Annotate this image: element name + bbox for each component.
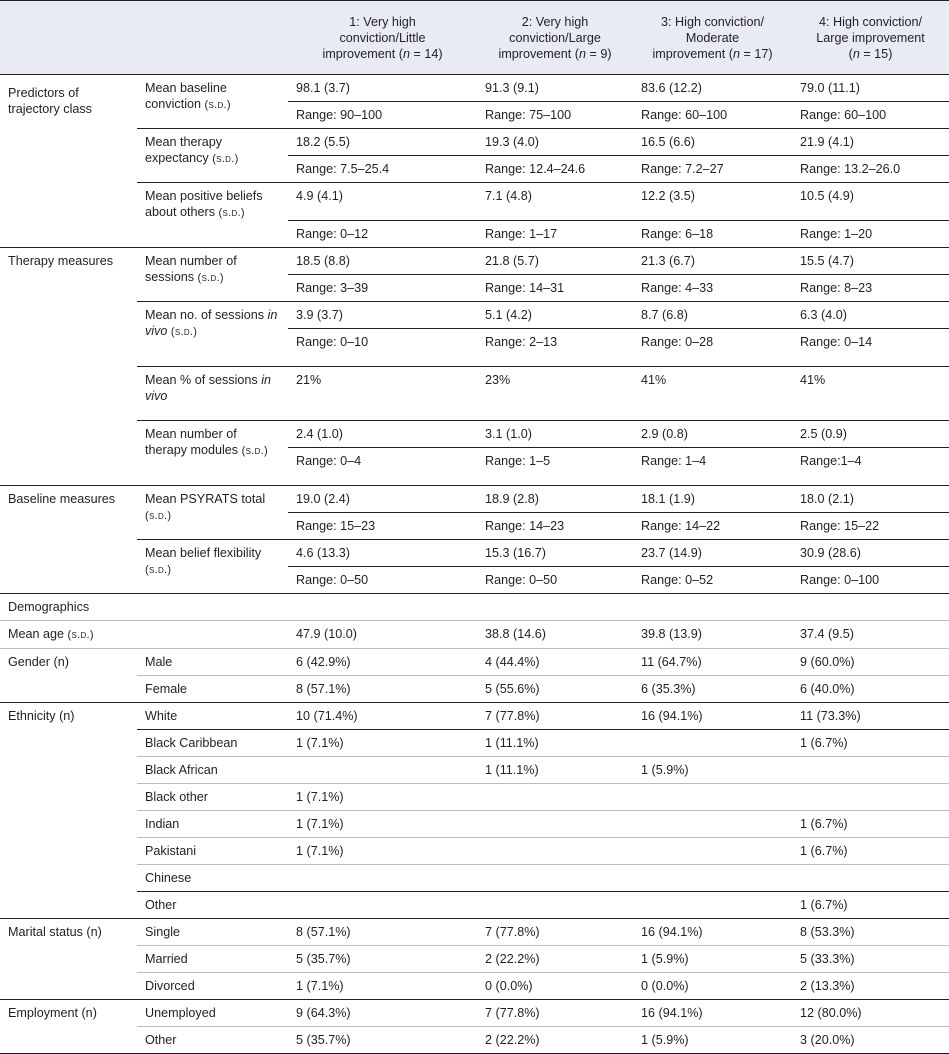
section-gender: Gender (n): [0, 649, 137, 703]
header-class-3: 3: High conviction/ Moderate improvement (n = 17): [633, 1, 792, 75]
table-cell: Range: 0–4: [288, 448, 477, 486]
table-cell: [477, 811, 633, 838]
table-cell: 39.8 (13.9): [633, 621, 792, 649]
table-cell: [633, 865, 792, 892]
table-cell: 38.8 (14.6): [477, 621, 633, 649]
header-class-2: 2: Very high conviction/Large improvement (n = 9): [477, 1, 633, 75]
table-cell: 30.9 (28.6): [792, 540, 949, 567]
table-cell: Range: 0–52: [633, 567, 792, 594]
row-label: Mean positive beliefs about others (s.d.): [137, 183, 288, 248]
row-label: Married: [137, 946, 288, 973]
table-cell: [633, 730, 792, 757]
table-cell: 0 (0.0%): [477, 973, 633, 1000]
table-cell: 4.6 (13.3): [288, 540, 477, 567]
table-cell: 98.1 (3.7): [288, 75, 477, 102]
section-baseline: Baseline measures: [0, 486, 137, 594]
table-row: [0, 757, 949, 784]
table-cell: 6.3 (4.0): [792, 302, 949, 329]
table-cell: Range: 7.2–27: [633, 156, 792, 183]
table-cell: 16.5 (6.6): [633, 129, 792, 156]
table-cell: 11 (64.7%): [633, 649, 792, 676]
table-cell: Range: 90–100: [288, 102, 477, 129]
table-cell: 0 (0.0%): [633, 973, 792, 1000]
table-cell: 8 (57.1%): [288, 676, 477, 703]
row-label: Mean age (s.d.): [0, 621, 288, 649]
row-label: White: [137, 703, 288, 730]
table-cell: Range: 7.5–25.4: [288, 156, 477, 183]
table-cell: 1 (7.1%): [288, 973, 477, 1000]
row-label: Black African: [137, 757, 288, 784]
table-row: [0, 919, 949, 946]
table-row: [0, 367, 949, 421]
table-cell: [633, 838, 792, 865]
table-row: [0, 540, 949, 567]
table-cell: 1 (11.1%): [477, 757, 633, 784]
table-cell: 16 (94.1%): [633, 703, 792, 730]
table-cell: 19.3 (4.0): [477, 129, 633, 156]
row-label: Other: [137, 892, 288, 919]
table-row: [0, 784, 949, 811]
table-cell: 18.5 (8.8): [288, 248, 477, 275]
header-empty-2: [137, 1, 288, 75]
row-label: Black Caribbean: [137, 730, 288, 757]
table-row: [0, 892, 949, 919]
table-cell: 7 (77.8%): [477, 919, 633, 946]
table-cell: Range: 0–50: [288, 567, 477, 594]
table-cell: Range: 0–10: [288, 329, 477, 367]
table-cell: 6 (42.9%): [288, 649, 477, 676]
header-class-1: 1: Very high conviction/Little improvement (n = 14): [288, 1, 477, 75]
table-cell: [288, 892, 477, 919]
table-cell: 12 (80.0%): [792, 1000, 949, 1027]
table-cell: Range: 75–100: [477, 102, 633, 129]
row-label: Single: [137, 919, 288, 946]
table-cell: 18.0 (2.1): [792, 486, 949, 513]
header-class-4: 4: High conviction/ Large improvement (n = 15): [792, 1, 949, 75]
table-row: [0, 183, 949, 221]
table-cell: 16 (94.1%): [633, 919, 792, 946]
table-cell: Range: 0–12: [288, 221, 477, 248]
table-cell: [792, 757, 949, 784]
table-cell: 2.4 (1.0): [288, 421, 477, 448]
table-cell: 7.1 (4.8): [477, 183, 633, 221]
table-cell: 18.2 (5.5): [288, 129, 477, 156]
table-cell: 1 (7.1%): [288, 730, 477, 757]
section-employment: Employment (n): [0, 1000, 137, 1054]
table-row: [0, 1027, 949, 1054]
table-cell: 6 (40.0%): [792, 676, 949, 703]
table-cell: 79.0 (11.1): [792, 75, 949, 102]
table-cell: 1 (7.1%): [288, 838, 477, 865]
table-cell: 1 (5.9%): [633, 757, 792, 784]
row-label: Mean number of sessions (s.d.): [137, 248, 288, 302]
table-cell: 1 (6.7%): [792, 838, 949, 865]
table-cell: Range:1–4: [792, 448, 949, 486]
table-cell: 8 (53.3%): [792, 919, 949, 946]
table-cell: 18.9 (2.8): [477, 486, 633, 513]
table-cell: 2 (13.3%): [792, 973, 949, 1000]
table-cell: 1 (11.1%): [477, 730, 633, 757]
table-cell: Range: 14–22: [633, 513, 792, 540]
table-cell: 12.2 (3.5): [633, 183, 792, 221]
row-label: Mean therapy expectancy (s.d.): [137, 129, 288, 183]
table-cell: [477, 838, 633, 865]
table-cell: [288, 865, 477, 892]
table-row: [0, 594, 949, 621]
table-cell: 3.1 (1.0): [477, 421, 633, 448]
table-cell: [477, 865, 633, 892]
table-cell: 5 (35.7%): [288, 1027, 477, 1054]
table-cell: 1 (6.7%): [792, 811, 949, 838]
row-label: Indian: [137, 811, 288, 838]
table-cell: 8.7 (6.8): [633, 302, 792, 329]
row-label: Other: [137, 1027, 288, 1054]
table-cell: Range: 15–23: [288, 513, 477, 540]
table-cell: 16 (94.1%): [633, 1000, 792, 1027]
table-cell: 2 (22.2%): [477, 946, 633, 973]
table-cell: 18.1 (1.9): [633, 486, 792, 513]
table-row: [0, 973, 949, 1000]
table-row: [0, 75, 949, 102]
table-row: [0, 865, 949, 892]
table-cell: 37.4 (9.5): [792, 621, 949, 649]
table-cell: 41%: [792, 367, 949, 421]
row-label: Male: [137, 649, 288, 676]
table-cell: 3 (20.0%): [792, 1027, 949, 1054]
table-cell: 5.1 (4.2): [477, 302, 633, 329]
table-cell: 4 (44.4%): [477, 649, 633, 676]
table-row: [0, 302, 949, 329]
table-cell: 5 (35.7%): [288, 946, 477, 973]
table-cell: 47.9 (10.0): [288, 621, 477, 649]
table-cell: Range: 1–17: [477, 221, 633, 248]
table-cell: 2.9 (0.8): [633, 421, 792, 448]
table-row: [0, 621, 949, 649]
table-cell: Range: 3–39: [288, 275, 477, 302]
table-cell: Range: 0–14: [792, 329, 949, 367]
header-empty-1: [0, 1, 137, 75]
table-cell: Range: 15–22: [792, 513, 949, 540]
table-cell: 19.0 (2.4): [288, 486, 477, 513]
table-cell: 23.7 (14.9): [633, 540, 792, 567]
table-row: [0, 730, 949, 757]
table-row: [0, 421, 949, 448]
table-cell: [633, 892, 792, 919]
table-cell: 9 (64.3%): [288, 1000, 477, 1027]
row-label: Unemployed: [137, 1000, 288, 1027]
table-cell: 41%: [633, 367, 792, 421]
table-cell: Range: 0–28: [633, 329, 792, 367]
table-cell: Range: 14–23: [477, 513, 633, 540]
table-cell: Range: 8–23: [792, 275, 949, 302]
table-cell: Range: 1–20: [792, 221, 949, 248]
table-cell: [477, 892, 633, 919]
section-therapy: Therapy measures: [0, 248, 137, 486]
row-label: Mean % of sessions in vivo: [137, 367, 288, 421]
table-cell: 21%: [288, 367, 477, 421]
table-row: [0, 129, 949, 156]
row-label: Pakistani: [137, 838, 288, 865]
table-cell: 10 (71.4%): [288, 703, 477, 730]
table-cell: [633, 784, 792, 811]
table-cell: [477, 784, 633, 811]
table-row: [0, 676, 949, 703]
table-cell: 8 (57.1%): [288, 919, 477, 946]
table-cell: 21.3 (6.7): [633, 248, 792, 275]
table-cell: Range: 12.4–24.6: [477, 156, 633, 183]
row-label: Mean baseline conviction (s.d.): [137, 75, 288, 129]
table-cell: 1 (6.7%): [792, 730, 949, 757]
table-cell: 91.3 (9.1): [477, 75, 633, 102]
table-cell: 6 (35.3%): [633, 676, 792, 703]
table-row: [0, 703, 949, 730]
row-label: Divorced: [137, 973, 288, 1000]
row-label: Mean belief flexibility (s.d.): [137, 540, 288, 594]
table-cell: 83.6 (12.2): [633, 75, 792, 102]
table-cell: Range: 4–33: [633, 275, 792, 302]
row-label: Mean PSYRATS total (s.d.): [137, 486, 288, 540]
table-cell: Range: 2–13: [477, 329, 633, 367]
table-cell: Range: 0–50: [477, 567, 633, 594]
table-cell: 21.9 (4.1): [792, 129, 949, 156]
table-row: [0, 248, 949, 275]
table-cell: Range: 1–5: [477, 448, 633, 486]
table-cell: [288, 757, 477, 784]
row-label: Black other: [137, 784, 288, 811]
table-cell: 4.9 (4.1): [288, 183, 477, 221]
section-ethnicity: Ethnicity (n): [0, 703, 137, 919]
table-row: [0, 649, 949, 676]
table-row: [0, 811, 949, 838]
table-cell: 2.5 (0.9): [792, 421, 949, 448]
table-cell: 5 (55.6%): [477, 676, 633, 703]
table-cell: 2 (22.2%): [477, 1027, 633, 1054]
table-cell: [633, 811, 792, 838]
table-cell: [792, 784, 949, 811]
table-cell: 9 (60.0%): [792, 649, 949, 676]
table-cell: 15.3 (16.7): [477, 540, 633, 567]
section-marital: Marital status (n): [0, 919, 137, 1000]
row-label: Chinese: [137, 865, 288, 892]
row-label: Mean number of therapy modules (s.d.): [137, 421, 288, 486]
table-cell: 7 (77.8%): [477, 1000, 633, 1027]
table-cell: Range: 14–31: [477, 275, 633, 302]
table-cell: Range: 6–18: [633, 221, 792, 248]
table-cell: Range: 0–100: [792, 567, 949, 594]
row-label: Female: [137, 676, 288, 703]
table-row: [0, 1000, 949, 1027]
table-cell: Range: 60–100: [792, 102, 949, 129]
table-cell: 10.5 (4.9): [792, 183, 949, 221]
table-cell: Range: 60–100: [633, 102, 792, 129]
header-row: [0, 1, 949, 75]
table-row: [0, 838, 949, 865]
table-cell: 11 (73.3%): [792, 703, 949, 730]
table-cell: 1 (7.1%): [288, 811, 477, 838]
row-label: Mean no. of sessions in vivo (s.d.): [137, 302, 288, 367]
table-cell: 1 (5.9%): [633, 946, 792, 973]
table-cell: 1 (7.1%): [288, 784, 477, 811]
table-cell: 7 (77.8%): [477, 703, 633, 730]
section-predictors: Predictors of trajectory class: [0, 75, 137, 248]
table-row: [0, 486, 949, 513]
table-cell: 21.8 (5.7): [477, 248, 633, 275]
table-cell: Range: 13.2–26.0: [792, 156, 949, 183]
table-cell: 5 (33.3%): [792, 946, 949, 973]
table-cell: [792, 865, 949, 892]
table-cell: 1 (5.9%): [633, 1027, 792, 1054]
table-cell: 3.9 (3.7): [288, 302, 477, 329]
table-cell: Range: 1–4: [633, 448, 792, 486]
table-cell: 1 (6.7%): [792, 892, 949, 919]
section-demographics: Demographics: [0, 594, 949, 621]
table-cell: 15.5 (4.7): [792, 248, 949, 275]
table-cell: 23%: [477, 367, 633, 421]
table-row: [0, 946, 949, 973]
